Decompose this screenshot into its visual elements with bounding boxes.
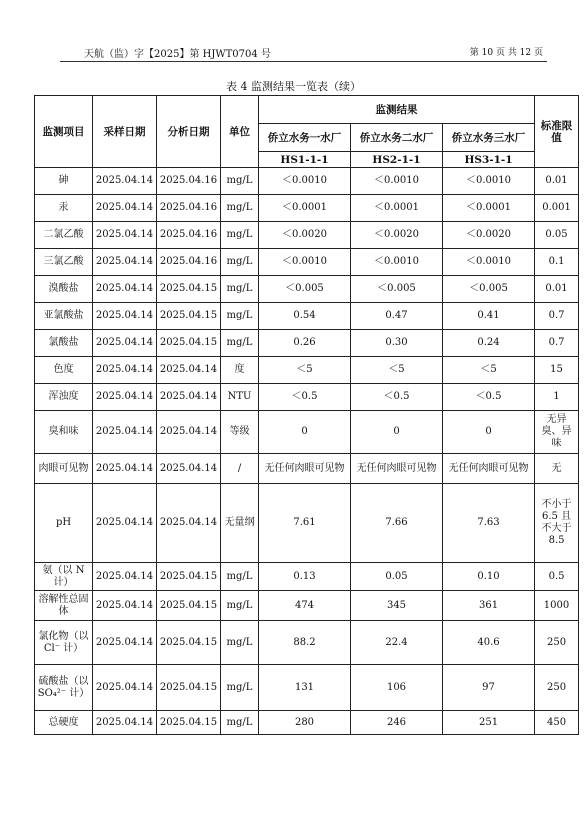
- cell-result-3: 0.10: [443, 563, 535, 591]
- cell-limit: 0.7: [535, 303, 579, 330]
- cell-analysis-date: 2025.04.15: [157, 303, 221, 330]
- cell-result-3: ＜0.5: [443, 384, 535, 411]
- cell-result-1: 88.2: [259, 621, 351, 665]
- cell-sample-date: 2025.04.14: [93, 195, 157, 222]
- cell-unit: mg/L: [221, 249, 259, 276]
- cell-unit: 无量纲: [221, 484, 259, 563]
- table-row: [35, 563, 579, 591]
- cell-limit: 0.01: [535, 276, 579, 303]
- cell-result-2: 106: [351, 665, 443, 711]
- table-row: [35, 711, 579, 735]
- cell-analysis-date: 2025.04.14: [157, 484, 221, 563]
- cell-unit: /: [221, 454, 259, 484]
- cell-sample-date: 2025.04.14: [93, 411, 157, 454]
- cell-item: 硫酸盐（以 SO₄²⁻ 计）: [35, 665, 93, 711]
- cell-sample-date: 2025.04.14: [93, 711, 157, 735]
- table-row: [35, 454, 579, 484]
- cell-sample-date: 2025.04.14: [93, 454, 157, 484]
- report-number: 天航（监）字【2025】第 HJWT0704 号: [84, 49, 271, 60]
- cell-item: 三氯乙酸: [35, 249, 93, 276]
- cell-result-1: ＜0.0020: [259, 222, 351, 249]
- cell-limit: 450: [535, 711, 579, 735]
- cell-item: 氯酸盐: [35, 330, 93, 357]
- cell-analysis-date: 2025.04.14: [157, 357, 221, 384]
- col-header-results: 监测结果: [259, 96, 535, 124]
- cell-result-2: 7.66: [351, 484, 443, 563]
- table-row: [35, 484, 579, 563]
- col-header-plant-1: 侨立水务一水厂: [259, 124, 351, 152]
- cell-sample-date: 2025.04.14: [93, 484, 157, 563]
- cell-sample-date: 2025.04.14: [93, 665, 157, 711]
- cell-item: 色度: [35, 357, 93, 384]
- cell-result-1: ＜0.0001: [259, 195, 351, 222]
- cell-result-3: 7.63: [443, 484, 535, 563]
- cell-item: 氨（以 N 计）: [35, 563, 93, 591]
- cell-limit: 无异臭、异味: [535, 411, 579, 454]
- cell-sample-date: 2025.04.14: [93, 330, 157, 357]
- cell-unit: mg/L: [221, 168, 259, 195]
- cell-result-1: 280: [259, 711, 351, 735]
- cell-unit: mg/L: [221, 711, 259, 735]
- cell-limit: 0.01: [535, 168, 579, 195]
- cell-result-1: ＜0.0010: [259, 168, 351, 195]
- cell-result-3: ＜0.0010: [443, 168, 535, 195]
- table-row: [35, 621, 579, 665]
- cell-result-2: 246: [351, 711, 443, 735]
- table-row: [35, 665, 579, 711]
- cell-analysis-date: 2025.04.14: [157, 384, 221, 411]
- cell-item: 汞: [35, 195, 93, 222]
- cell-result-2: 0: [351, 411, 443, 454]
- cell-limit: 0.001: [535, 195, 579, 222]
- cell-limit: 250: [535, 621, 579, 665]
- cell-analysis-date: 2025.04.15: [157, 330, 221, 357]
- cell-result-1: 0: [259, 411, 351, 454]
- cell-unit: mg/L: [221, 222, 259, 249]
- cell-result-1: ＜0.005: [259, 276, 351, 303]
- cell-result-2: 0.05: [351, 563, 443, 591]
- cell-unit: mg/L: [221, 276, 259, 303]
- cell-result-3: 40.6: [443, 621, 535, 665]
- cell-result-3: ＜0.005: [443, 276, 535, 303]
- cell-analysis-date: 2025.04.15: [157, 621, 221, 665]
- cell-result-3: 0.24: [443, 330, 535, 357]
- cell-result-2: ＜0.0010: [351, 168, 443, 195]
- cell-analysis-date: 2025.04.14: [157, 411, 221, 454]
- cell-sample-date: 2025.04.14: [93, 168, 157, 195]
- cell-analysis-date: 2025.04.15: [157, 711, 221, 735]
- cell-item: 二氯乙酸: [35, 222, 93, 249]
- cell-result-1: ＜5: [259, 357, 351, 384]
- cell-limit: 0.5: [535, 563, 579, 591]
- col-header-analysis-date: 分析日期: [157, 96, 221, 168]
- cell-result-1: ＜0.5: [259, 384, 351, 411]
- table-row: [35, 276, 579, 303]
- cell-result-2: ＜0.0020: [351, 222, 443, 249]
- cell-analysis-date: 2025.04.16: [157, 195, 221, 222]
- cell-result-3: ＜0.0010: [443, 249, 535, 276]
- cell-result-2: 0.30: [351, 330, 443, 357]
- table-row: [35, 357, 579, 384]
- cell-result-1: ＜0.0010: [259, 249, 351, 276]
- cell-unit: 等级: [221, 411, 259, 454]
- cell-result-2: ＜0.005: [351, 276, 443, 303]
- cell-unit: 度: [221, 357, 259, 384]
- cell-result-1: 474: [259, 591, 351, 621]
- col-header-code-2: HS2-1-1: [351, 152, 443, 168]
- col-header-plant-2: 侨立水务二水厂: [351, 124, 443, 152]
- table-row: [35, 384, 579, 411]
- table-row: [35, 222, 579, 249]
- cell-item: 肉眼可见物: [35, 454, 93, 484]
- page-header: [60, 43, 547, 62]
- cell-sample-date: 2025.04.14: [93, 222, 157, 249]
- col-header-unit: 单位: [221, 96, 259, 168]
- col-header-code-3: HS3-1-1: [443, 152, 535, 168]
- cell-result-2: ＜0.5: [351, 384, 443, 411]
- cell-result-3: 0.41: [443, 303, 535, 330]
- cell-limit: 0.1: [535, 249, 579, 276]
- col-header-item: 监测项目: [35, 96, 93, 168]
- cell-result-1: 0.54: [259, 303, 351, 330]
- results-table: [34, 95, 579, 735]
- cell-limit: 1000: [535, 591, 579, 621]
- cell-item: 亚氯酸盐: [35, 303, 93, 330]
- cell-sample-date: 2025.04.14: [93, 357, 157, 384]
- cell-analysis-date: 2025.04.16: [157, 249, 221, 276]
- cell-analysis-date: 2025.04.15: [157, 563, 221, 591]
- cell-analysis-date: 2025.04.15: [157, 591, 221, 621]
- table-row: [35, 411, 579, 454]
- cell-result-1: 无任何肉眼可见物: [259, 454, 351, 484]
- cell-item: 浑浊度: [35, 384, 93, 411]
- cell-limit: 0.7: [535, 330, 579, 357]
- cell-unit: mg/L: [221, 665, 259, 711]
- cell-result-1: 131: [259, 665, 351, 711]
- table-row: [35, 330, 579, 357]
- cell-result-3: ＜5: [443, 357, 535, 384]
- cell-unit: mg/L: [221, 563, 259, 591]
- cell-limit: 无: [535, 454, 579, 484]
- cell-unit: NTU: [221, 384, 259, 411]
- cell-unit: mg/L: [221, 621, 259, 665]
- cell-unit: mg/L: [221, 591, 259, 621]
- cell-sample-date: 2025.04.14: [93, 249, 157, 276]
- cell-result-3: 361: [443, 591, 535, 621]
- cell-unit: mg/L: [221, 330, 259, 357]
- cell-analysis-date: 2025.04.16: [157, 222, 221, 249]
- cell-result-3: 97: [443, 665, 535, 711]
- cell-item: 氯化物（以 Cl⁻ 计）: [35, 621, 93, 665]
- cell-result-2: 22.4: [351, 621, 443, 665]
- cell-limit: 250: [535, 665, 579, 711]
- cell-unit: mg/L: [221, 195, 259, 222]
- cell-result-2: 345: [351, 591, 443, 621]
- cell-limit: 1: [535, 384, 579, 411]
- cell-result-2: ＜5: [351, 357, 443, 384]
- table-row: [35, 303, 579, 330]
- cell-item: 溴酸盐: [35, 276, 93, 303]
- cell-result-1: 0.26: [259, 330, 351, 357]
- cell-result-1: 0.13: [259, 563, 351, 591]
- cell-sample-date: 2025.04.14: [93, 563, 157, 591]
- page-number: 第 10 页 共 12 页: [469, 48, 543, 58]
- cell-item: 臭和味: [35, 411, 93, 454]
- cell-result-2: 无任何肉眼可见物: [351, 454, 443, 484]
- cell-result-3: 无任何肉眼可见物: [443, 454, 535, 484]
- cell-sample-date: 2025.04.14: [93, 591, 157, 621]
- cell-analysis-date: 2025.04.15: [157, 665, 221, 711]
- cell-analysis-date: 2025.04.15: [157, 276, 221, 303]
- table-row: [35, 591, 579, 621]
- table-row: [35, 195, 579, 222]
- col-header-sample-date: 采样日期: [93, 96, 157, 168]
- cell-sample-date: 2025.04.14: [93, 384, 157, 411]
- table-row: [35, 168, 579, 195]
- cell-result-2: ＜0.0010: [351, 249, 443, 276]
- cell-result-3: ＜0.0001: [443, 195, 535, 222]
- cell-analysis-date: 2025.04.16: [157, 168, 221, 195]
- cell-sample-date: 2025.04.14: [93, 276, 157, 303]
- table-row: [35, 249, 579, 276]
- cell-analysis-date: 2025.04.14: [157, 454, 221, 484]
- col-header-code-1: HS1-1-1: [259, 152, 351, 168]
- table-caption: 表 4 监测结果一览表（续）: [226, 80, 361, 93]
- cell-result-2: ＜0.0001: [351, 195, 443, 222]
- cell-limit: 15: [535, 357, 579, 384]
- cell-item: pH: [35, 484, 93, 563]
- col-header-limit: 标准限值: [535, 96, 579, 168]
- col-header-plant-3: 侨立水务三水厂: [443, 124, 535, 152]
- cell-limit: 不小于 6.5 且不大于 8.5: [535, 484, 579, 563]
- cell-item: 溶解性总固体: [35, 591, 93, 621]
- cell-result-2: 0.47: [351, 303, 443, 330]
- cell-result-1: 7.61: [259, 484, 351, 563]
- cell-sample-date: 2025.04.14: [93, 303, 157, 330]
- cell-result-3: 251: [443, 711, 535, 735]
- cell-limit: 0.05: [535, 222, 579, 249]
- cell-item: 砷: [35, 168, 93, 195]
- cell-result-3: ＜0.0020: [443, 222, 535, 249]
- cell-result-3: 0: [443, 411, 535, 454]
- cell-unit: mg/L: [221, 303, 259, 330]
- cell-item: 总硬度: [35, 711, 93, 735]
- cell-sample-date: 2025.04.14: [93, 621, 157, 665]
